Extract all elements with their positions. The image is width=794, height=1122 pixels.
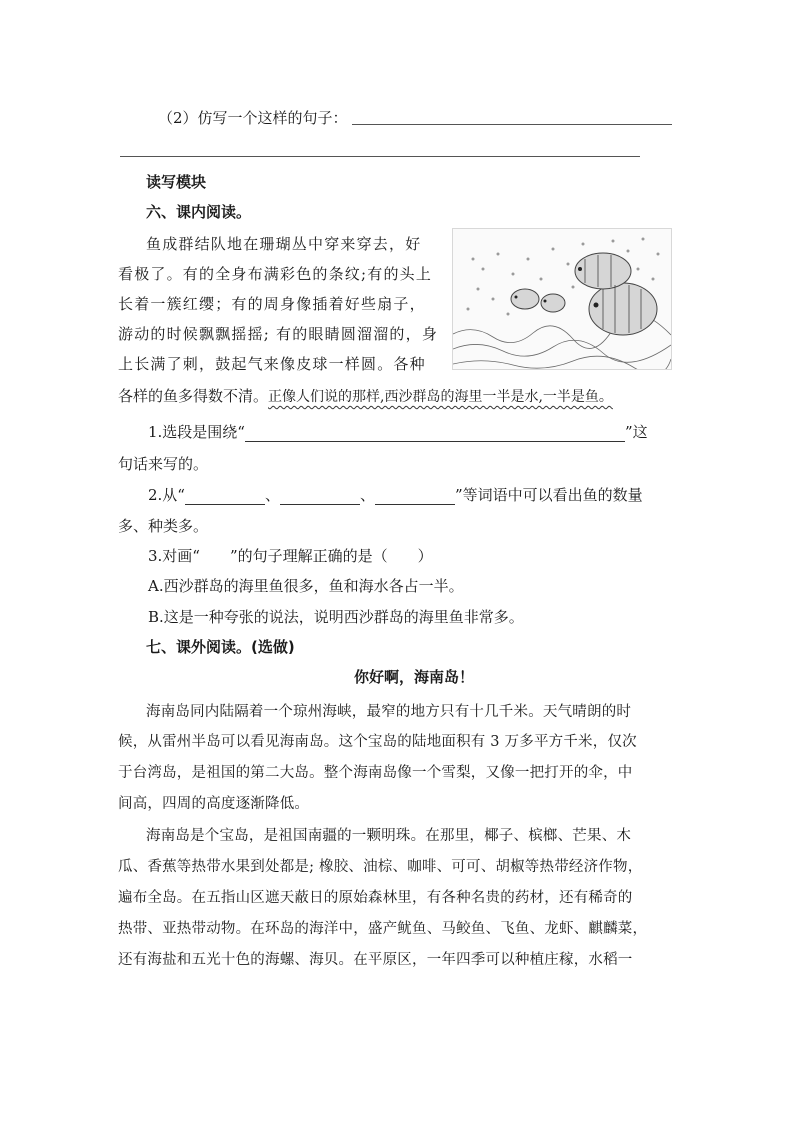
- article-line-2: 候，从雷州半岛可以看见海南岛。这个宝岛的陆地面积有 3 万多平方千米，仅次: [118, 734, 637, 750]
- question-2-start: 2.从“: [148, 486, 185, 504]
- question-1-end: ”这: [624, 423, 648, 441]
- passage-line-3: 长着一簇红缨；有的周身像插着好些扇子，: [118, 295, 426, 313]
- passage-line-6-start: 各样的鱼多得数不清。: [118, 387, 269, 405]
- section-readwrite-heading: 读写模块: [146, 173, 207, 191]
- article-line-8: 热带、亚热带动物。在环岛的海洋中，盛产鱿鱼、马鲛鱼、飞鱼、龙虾、麒麟菜，: [118, 921, 648, 937]
- article-line-5: 海南岛是个宝岛，是祖国南疆的一颗明珠。在那里，椰子、槟榔、芒果、木: [146, 828, 632, 844]
- article-line-6: 瓜、香蕉等热带水果到处都是; 橡胶、油棕、咖啡、可可、胡椒等热带经济作物，: [118, 859, 643, 875]
- answer-line-1[interactable]: [352, 124, 672, 125]
- question-1-start: 1.选段是围绕“: [148, 423, 245, 441]
- wavy-underlined-sentence: 正像人们说的那样,西沙群岛的海里一半是水,一半是鱼。: [268, 389, 613, 405]
- article-line-4: 间高，四周的高度逐渐降低。: [118, 796, 310, 812]
- question-3-end: ”的句子理解正确的是（ ）: [229, 547, 433, 565]
- question-2-separator-2: 、: [360, 486, 376, 504]
- option-a[interactable]: A.西沙群岛的海里鱼很多，鱼和海水各占一半。: [148, 577, 464, 595]
- article-line-9: 还有海盐和五光十色的海螺、海贝。在平原区，一年四季可以种植庄稼，水稻一: [118, 952, 633, 968]
- question-1: [148, 422, 648, 442]
- passage-line-2: 看极了。有的全身布满彩色的条纹;有的头上: [118, 265, 433, 283]
- question-2-blank-1[interactable]: [185, 489, 265, 505]
- wavy-line-symbol: [200, 546, 230, 566]
- question-2-blank-2[interactable]: [280, 489, 360, 505]
- article-title: 你好啊，海南岛！: [354, 668, 475, 686]
- option-b[interactable]: B.这是一种夸张的说法，说明西沙群岛的海里鱼非常多。: [148, 608, 524, 626]
- passage-line-5: 上长满了刺，鼓起气来像皮球一样圆。各种: [118, 355, 426, 373]
- article-line-7: 遍布全岛。在五指山区遮天蔽日的原始森林里，有各种名贵的药材，还有稀奇的: [118, 890, 633, 906]
- fish-illustration-svg: [453, 229, 671, 369]
- answer-line-2[interactable]: [120, 156, 640, 157]
- question-2-blank-3[interactable]: [375, 489, 455, 505]
- fish-coral-illustration: [452, 228, 672, 370]
- article-line-1: 海南岛同内陆隔着一个琼州海峡，最窄的地方只有十几千米。天气晴朗的时: [146, 704, 632, 720]
- question-2-end: ”等词语中可以看出鱼的数量: [455, 486, 643, 504]
- section7-heading: 七、课外阅读。(选做): [146, 638, 295, 656]
- question-2-separator-1: 、: [264, 486, 280, 504]
- passage-line-6: [118, 386, 613, 407]
- article-line-3: 于台湾岛，是祖国的第二大岛。整个海南岛像一个雪梨，又像一把打开的伞，中: [118, 765, 633, 781]
- imitate-sentence-prompt: （2）仿写一个这样的句子：: [158, 109, 348, 127]
- passage-line-1: 鱼成群结队地在珊瑚丛中穿来穿去，好: [146, 235, 422, 253]
- section6-heading: 六、课内阅读。: [146, 203, 252, 221]
- question-2-continuation: 多、种类多。: [118, 517, 209, 535]
- passage-line-4: 游动的时候飘飘摇摇; 有的眼睛圆溜溜的，身: [118, 325, 439, 343]
- question-3: [148, 546, 433, 566]
- question-3-start: 3.对画“: [148, 547, 200, 565]
- question-1-continuation: 句话来写的。: [118, 455, 209, 473]
- question-2: [148, 485, 643, 505]
- question-1-blank[interactable]: [245, 426, 625, 442]
